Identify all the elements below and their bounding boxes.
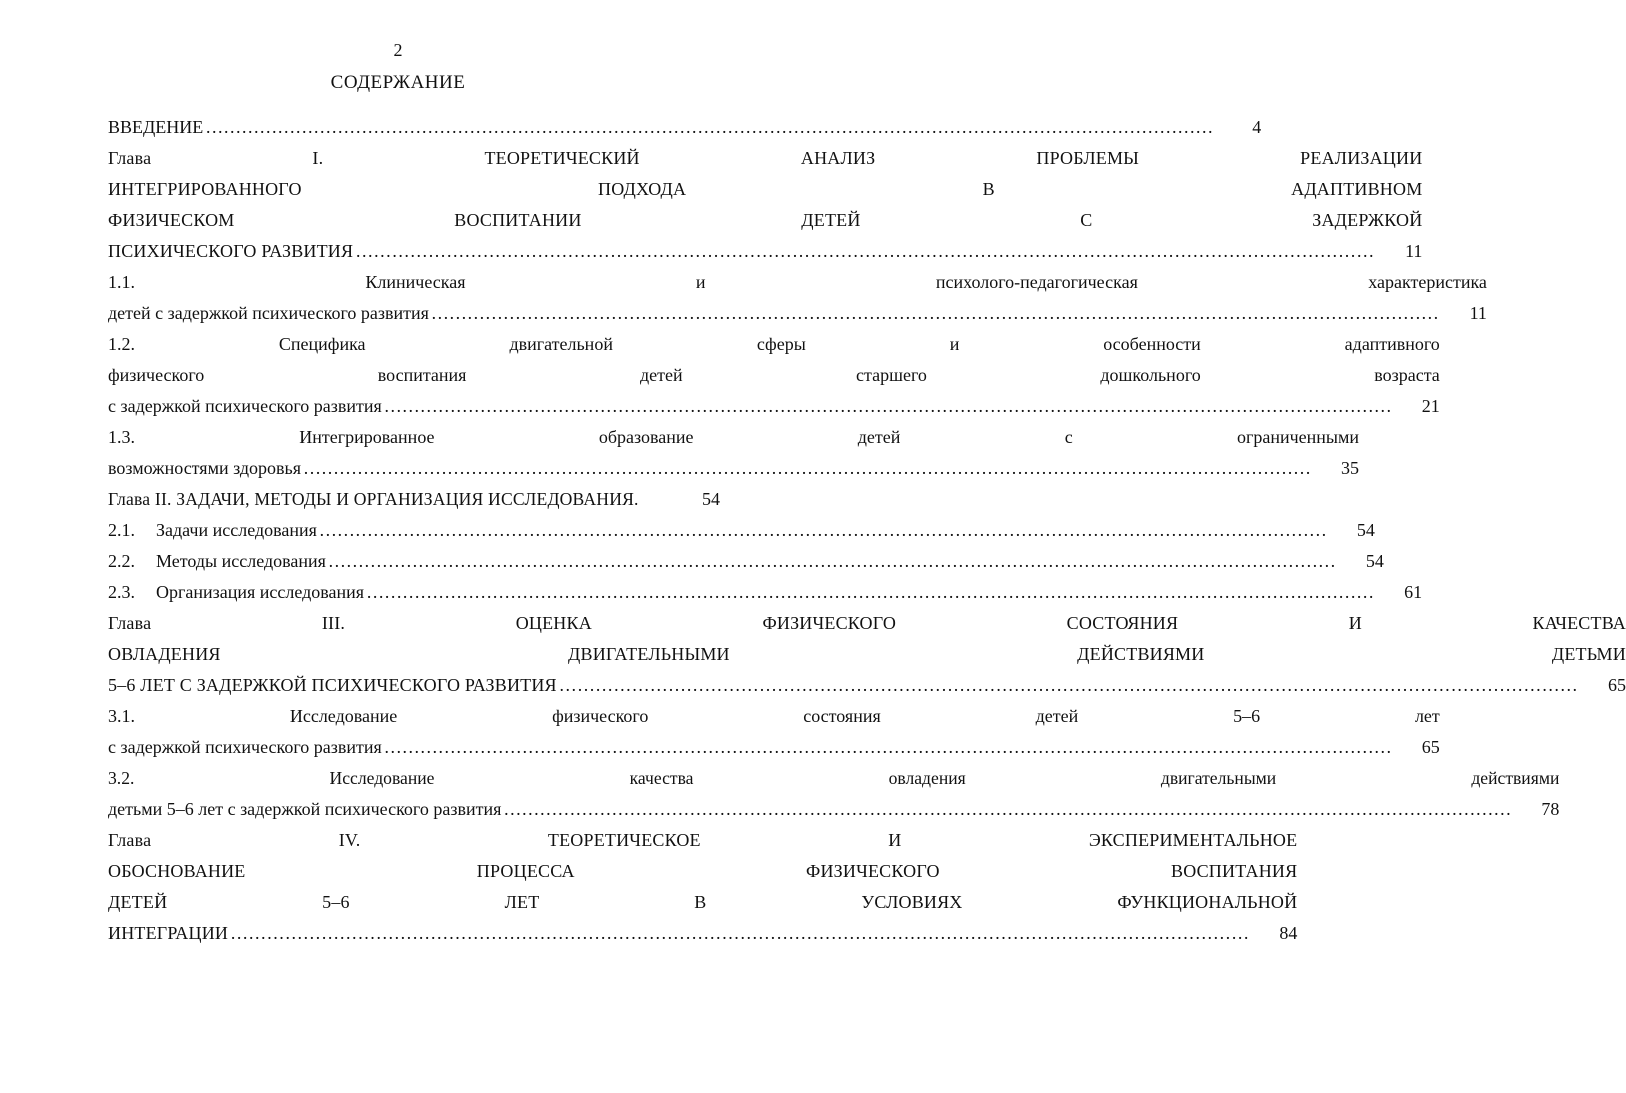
toc-entry-title: Организация исследования (156, 582, 365, 602)
toc-section-number: 2.3. (108, 582, 135, 602)
toc-entry-line: 3.2. Исследование качества овладения двигательными действиями (108, 768, 1560, 788)
toc-entry-3-2 (108, 763, 1560, 825)
toc-entry-chapter-3 (108, 608, 1626, 701)
leader-dots: …………………………………………………………………………………………………………………………………………………… (327, 551, 1336, 571)
toc-page-number: 78 (1541, 799, 1560, 819)
toc-page-number: 11 (1405, 241, 1423, 261)
toc-entry-line: Глава I. ТЕОРЕТИЧЕСКИЙ АНАЛИЗ ПРОБЛЕМЫ РЕАЛИЗАЦИИ (108, 148, 1423, 168)
toc-entry-1-3 (108, 422, 1360, 484)
toc-page-number: 11 (1469, 303, 1487, 323)
toc-page-number: 65 (1421, 737, 1440, 757)
toc-entry-chapter-2 (108, 484, 720, 515)
toc-entry-line: 1.2. Специфика двигательной сферы и особенности адаптивного (108, 334, 1440, 354)
toc-entry-3-1 (108, 701, 1440, 763)
toc-entry-title: ВВЕДЕНИЕ (108, 117, 204, 137)
toc-page-number: 35 (1341, 458, 1360, 478)
toc-entry-line: ИНТЕГРАЦИИ (108, 923, 229, 943)
leader-dots: …………………………………………………………………………………………………………………………………………………… (558, 675, 1578, 695)
toc-entry-line: 3.1. Исследование физического состояния детей 5–6 лет (108, 706, 1440, 726)
toc-entry-line: ПСИХИЧЕСКОГО РАЗВИТИЯ (108, 241, 354, 261)
toc-entry-line: Глава IV. ТЕОРЕТИЧЕСКОЕ И ЭКСПЕРИМЕНТАЛЬНОЕ (108, 830, 1298, 850)
toc-entry-line: Глава III. ОЦЕНКА ФИЗИЧЕСКОГО СОСТОЯНИЯ И КАЧЕСТВА (108, 613, 1626, 633)
toc-section-number: 2.1. (108, 520, 135, 540)
toc-entry-line: 5–6 ЛЕТ С ЗАДЕРЖКОЙ ПСИХИЧЕСКОГО РАЗВИТИЯ (108, 675, 557, 695)
toc-entry-line: с задержкой психического развития (108, 737, 382, 757)
toc-entry-line: детьми 5–6 лет с задержкой психического развития (108, 799, 502, 819)
toc-entry-2-3 (108, 577, 1423, 608)
toc-entry-line: физического воспитания детей старшего дошкольного возраста (108, 365, 1440, 385)
toc-entry-line: 1.3. Интегрированное образование детей с ограниченными (108, 427, 1360, 447)
toc-page-number: 54 (1365, 551, 1384, 571)
toc-entry-chapter-1 (108, 143, 1423, 267)
leader-dots: …………………………………………………………………………………………………………………………………………………… (430, 303, 1439, 323)
toc-entry-line: 1.1. Клиническая и психолого-педагогическая характеристика (108, 272, 1487, 292)
leader-dots: …………………………………………………………………………………………………………………………………………………… (383, 396, 1392, 416)
toc-page-number: 54 (702, 489, 720, 509)
leader-dots: …………………………………………………………………………………………………………………………………………………… (303, 458, 1312, 478)
table-of-contents (108, 112, 1626, 949)
leader-dots: …………………………………………………………………………………………………………………………………………………… (355, 241, 1375, 261)
page-number: 2 (393, 40, 403, 60)
toc-entry-2-2 (108, 546, 1384, 577)
toc-entry-title: Задачи исследования (156, 520, 317, 540)
toc-entry-line: ОБОСНОВАНИЕ ПРОЦЕССА ФИЗИЧЕСКОГО ВОСПИТАНИЯ (108, 861, 1298, 881)
document-title: СОДЕРЖАНИЕ (330, 72, 466, 93)
toc-entry-line: ДЕТЕЙ 5–6 ЛЕТ В УСЛОВИЯХ ФУНКЦИОНАЛЬНОЙ (108, 892, 1298, 912)
leader-dots: …………………………………………………………………………………………………………………………………………………… (383, 737, 1392, 757)
toc-entry-line: Глава II. ЗАДАЧИ, МЕТОДЫ И ОРГАНИЗАЦИЯ ИССЛЕДОВАНИЯ. (108, 489, 639, 509)
leader-dots: …………………………………………………………………………………………………………………………………………………… (503, 799, 1512, 819)
toc-page-number: 65 (1607, 675, 1626, 695)
toc-entry-introduction (108, 112, 1262, 143)
toc-entry-2-1 (108, 515, 1375, 546)
toc-entry-title: Методы исследования (156, 551, 326, 571)
toc-entry-line: возможностями здоровья (108, 458, 302, 478)
toc-page-number: 54 (1356, 520, 1375, 540)
toc-entry-chapter-4 (108, 825, 1298, 949)
leader-dots: …………………………………………………………………………………………………………………………………………………… (366, 582, 1375, 602)
toc-entry-line: ИНТЕГРИРОВАННОГО ПОДХОДА В АДАПТИВНОМ (108, 179, 1423, 199)
toc-entry-line: ОВЛАДЕНИЯ ДВИГАТЕЛЬНЫМИ ДЕЙСТВИЯМИ ДЕТЬМИ (108, 644, 1626, 664)
toc-page-number: 4 (1252, 117, 1262, 137)
toc-page-number: 21 (1421, 396, 1440, 416)
toc-entry-1-1 (108, 267, 1487, 329)
leader-dots: …………………………………………………………………………………………………………………………………………………… (318, 520, 1327, 540)
toc-page-number: 61 (1404, 582, 1423, 602)
leader-dots: …………………………………………………………………………………………………………………………………………………… (205, 117, 1214, 137)
leader-dots: …………………………………………………………………………………………………………………………………………………… (230, 923, 1250, 943)
toc-section-number: 2.2. (108, 551, 135, 571)
toc-entry-line: с задержкой психического развития (108, 396, 382, 416)
toc-entry-line: ФИЗИЧЕСКОМ ВОСПИТАНИИ ДЕТЕЙ С ЗАДЕРЖКОЙ (108, 210, 1423, 230)
toc-entry-1-2 (108, 329, 1440, 422)
toc-page-number: 84 (1279, 923, 1298, 943)
toc-entry-line: детей с задержкой психического развития (108, 303, 429, 323)
